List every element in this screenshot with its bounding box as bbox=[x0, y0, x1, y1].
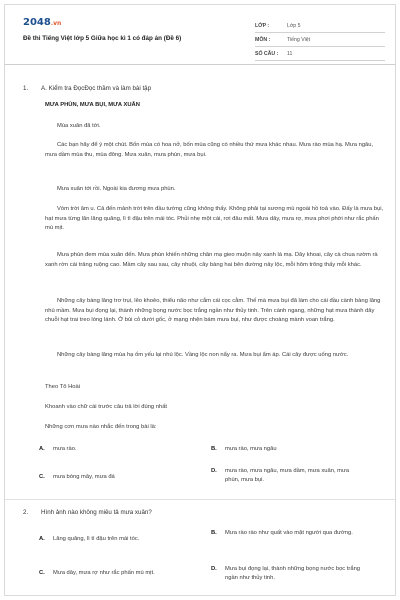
meta-key: SỐ CÂU : bbox=[255, 50, 279, 57]
passage-paragraph: Vòm trời âm u. Cả đến mảnh trời trên đầu tường cũng không thấy. Không phải tại sương mù ngoài hồ toả vào. Đấy là mưa bụi, hạt mưa từng lăn lăng quăng, lì tì đậu trên mái tóc. Phủi nhẹ một cái, rơi đâu mất. Mưa dây, mưa rợ, mưa phơi phới như rắc phấn mù mịt. bbox=[45, 206, 384, 232]
option-text: Mưa dây, mưa rợ như rắc phấn mù mịt. bbox=[53, 570, 155, 576]
exam-meta bbox=[255, 19, 385, 61]
passage-author: Theo Tô Hoài bbox=[45, 384, 81, 390]
option-d[interactable] bbox=[211, 565, 365, 583]
page-header bbox=[5, 5, 395, 65]
question-number: 2. bbox=[23, 509, 29, 516]
meta-value: Tiếng Việt bbox=[287, 36, 311, 43]
option-c[interactable] bbox=[39, 473, 193, 482]
option-letter: C. bbox=[39, 474, 45, 480]
instruction-text: Khoanh vào chữ cái trước câu trả lời đúng nhất bbox=[45, 404, 168, 410]
question-number: 1. bbox=[23, 85, 29, 92]
passage-paragraph: Mưa xuân tới rồi. Ngoài kia đương mưa phùn. bbox=[57, 186, 176, 192]
question-divider bbox=[5, 499, 395, 500]
option-text: Mưa rào rào như quất vào mặt người qua đường. bbox=[225, 530, 353, 536]
option-letter: D. bbox=[211, 566, 217, 572]
passage-paragraph: Những cây bàng lăng trơ trụi, lêo khoẻo, thiểu não như cắm cái cọc cằm. Thế mà mưa bụi đã làm cho cái đầu cành bàng lăng nhú mầm. Mưa bụi đọng lại, thành những bọng nước bọc trắng ngần như thủy tinh. Trên cành ngang, những hạt mưa thành dây chuỗi hạt trai treo lóng lánh. Ở bùi cỏ dưới gốc, ở mạng nhện bám mưa bụi, như được choàng mành voan trắng. bbox=[45, 298, 381, 324]
option-letter: B. bbox=[211, 446, 217, 452]
option-d[interactable] bbox=[211, 467, 365, 485]
meta-row-count bbox=[255, 47, 385, 61]
option-text: mưa rào. bbox=[53, 446, 77, 452]
option-a[interactable] bbox=[39, 445, 193, 454]
meta-row-subject bbox=[255, 33, 385, 47]
passage-paragraph: Các bạn hãy để ý một chút. Bốn mùa có hoa nở, bốn mùa cũng có nhiều thứ mưa khác nhau. Mưa rào mùa hạ. Mưa ngâu, mưa dầm mùa thu, mùa đông. Mưa xuân, mưa phùn, mưa bụi. bbox=[45, 142, 374, 158]
option-letter: A. bbox=[39, 536, 45, 542]
option-b[interactable] bbox=[211, 529, 365, 538]
meta-key: LỚP : bbox=[255, 22, 270, 29]
meta-value: 11 bbox=[287, 50, 293, 57]
option-b[interactable] bbox=[211, 445, 365, 454]
passage-paragraph: Mùa xuân đã tới. bbox=[57, 123, 101, 129]
option-letter: C. bbox=[39, 570, 45, 576]
option-text: mưa rào, mưa ngâu bbox=[225, 446, 277, 452]
passage-paragraph: Những cây bàng lăng mùa hạ ốm yếu lại nhú lộc. Vầng lộc non nẩy ra. Mưa bụi ẩm áp. Cái cây được uống nước. bbox=[57, 352, 349, 358]
option-c[interactable] bbox=[39, 569, 193, 578]
option-text: mưa bóng mây, mưa đá bbox=[53, 474, 115, 480]
meta-key: MÔN : bbox=[255, 36, 271, 43]
option-text: mưa rào, mưa ngâu, mưa dầm, mưa xuân, mưa phùn, mưa bụi. bbox=[225, 468, 350, 483]
question-lead: A. Kiểm tra ĐọcĐọc thầm và làm bài tập bbox=[41, 85, 152, 92]
meta-value: Lớp 5 bbox=[287, 22, 301, 29]
logo-domain: .vn bbox=[50, 20, 62, 27]
passage-heading: MƯA PHÙN, MƯA BỤI, MƯA XUÂN bbox=[45, 102, 140, 108]
question-text: Những cơn mưa nào nhắc đến trong bài là: bbox=[45, 424, 157, 430]
option-letter: B. bbox=[211, 530, 217, 536]
option-letter: A. bbox=[39, 446, 45, 452]
option-text: Lăng quăng, lì tì đậu trên mái tóc. bbox=[53, 536, 140, 542]
question-text: Hình ảnh nào không miêu tả mưa xuân? bbox=[41, 509, 152, 516]
logo-main: 2048 bbox=[23, 17, 51, 28]
option-a[interactable] bbox=[39, 535, 193, 544]
option-letter: D. bbox=[211, 468, 217, 474]
option-text: Mưa bụi đọng lại, thành những bọng nước bọc trắng ngần như thủy tinh. bbox=[225, 566, 361, 581]
meta-row-class bbox=[255, 19, 385, 33]
exam-title: Đề thi Tiếng Việt lớp 5 Giữa học kì 1 có đáp án (Đề 6) bbox=[23, 35, 182, 42]
exam-sheet bbox=[4, 4, 396, 596]
passage-paragraph: Mưa phùn đem mùa xuân đến. Mưa phùn khiến những chân mạ gieo muộn nảy xanh lá mạ. Dây khoai, cây cà chua rườm rà xanh rờn cái trảng ruộng cao. Mầm cây sau sau, cây nhuội, cây bàng hai bên đường nảy lộc, mỗi hôm trông thấy mỗi khác. bbox=[45, 252, 378, 268]
site-logo[interactable] bbox=[23, 17, 61, 28]
